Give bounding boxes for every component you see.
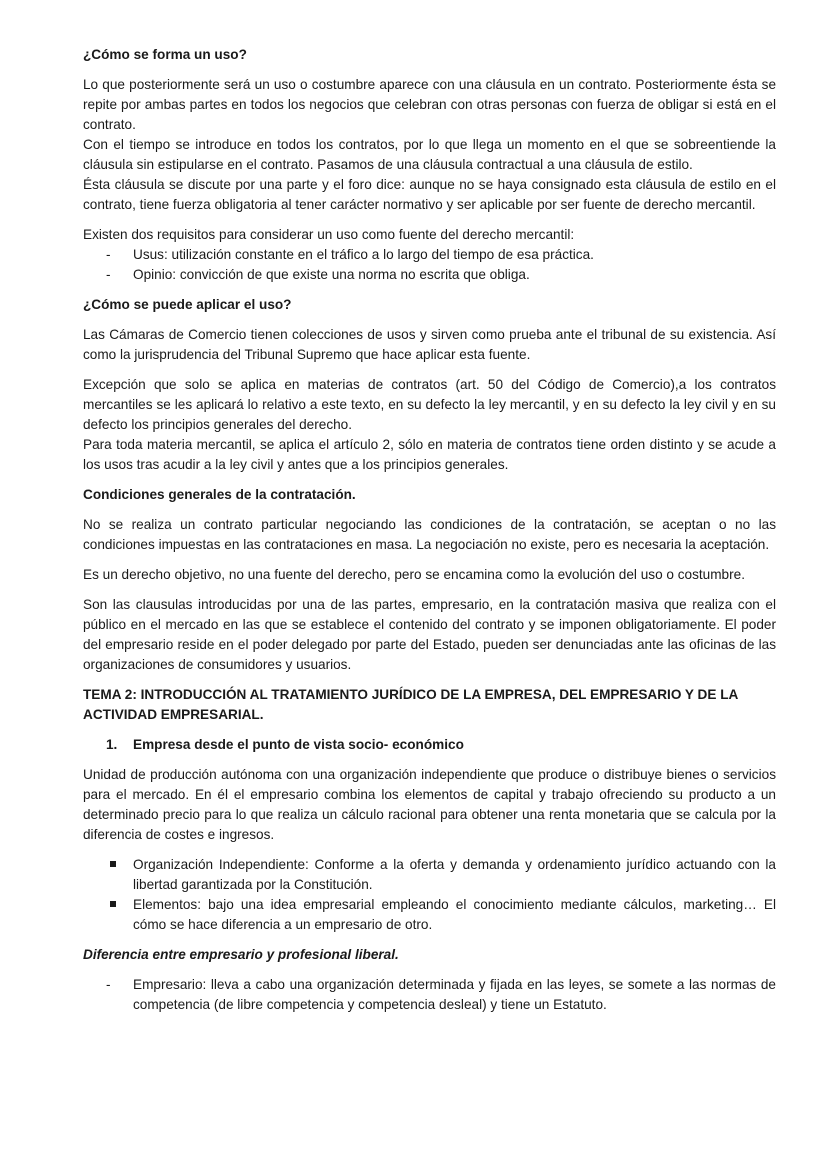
section-heading-condiciones: Condiciones generales de la contratación. — [83, 487, 356, 502]
paragraph: Lo que posteriormente será un uso o costumbre aparece con una cláusula en un contrato. Posteriormente ésta se repite por ambas partes en todos los negocios que celebran con otras personas con fuerza de obligar si está en el contrato. — [83, 77, 776, 132]
paragraph: No se realiza un contrato particular negociando las condiciones de la contratación, se aceptan o no las condiciones impuestas en las contrataciones en masa. La negociación no existe, pero es necesaria la aceptación. — [83, 517, 776, 552]
heading-number: 1. — [106, 737, 118, 752]
paragraph: Existen dos requisitos para considerar un uso como fuente del derecho mercantil: — [83, 227, 575, 242]
heading-title: Empresa desde el punto de vista socio- económico — [133, 737, 464, 752]
paragraph: Unidad de producción autónoma con una organización independiente que produce o distribuye bienes o servicios para el mercado. En él el empresario combina los elementos de capital y trabajo ofreciendo su producto a un determinado precio para lo que realiza un cálculo racional para obtener una renta monetaria que se calcula por la diferencia de costes e ingresos. — [83, 767, 776, 842]
paragraph: Para toda materia mercantil, se aplica el artículo 2, sólo en materia de contratos tiene orden distinto y se acude a los usos tras acudir a la ley civil y antes que a los principios generales. — [83, 437, 776, 472]
section-heading-diferencia: Diferencia entre empresario y profesional liberal. — [83, 947, 399, 962]
elementos-list — [83, 855, 776, 935]
list-item: - Usus: utilización constante en el tráfico a lo largo del tiempo de esa práctica. — [83, 245, 776, 265]
list-item: Elementos: bajo una idea empresarial empleando el conocimiento mediante cálculos, marketing… El cómo se hace diferencia a un empresario de otro. — [83, 895, 776, 935]
section-heading-forma-uso: ¿Cómo se forma un uso? — [83, 47, 247, 62]
list-item: - Opinio: convicción de que existe una norma no escrita que obliga. — [83, 265, 776, 285]
paragraph: Es un derecho objetivo, no una fuente del derecho, pero se encamina como la evolución del uso o costumbre. — [83, 567, 745, 582]
diferencia-list — [83, 975, 776, 1015]
paragraph: Excepción que solo se aplica en materias de contratos (art. 50 del Código de Comercio),a los contratos mercantiles se les aplicará lo relativo a este texto, en su defecto la ley mercantil, y en su defecto la ley civil y en su defecto los principios generales del derecho. — [83, 377, 776, 432]
paragraph: Las Cámaras de Comercio tienen colecciones de usos y sirven como prueba ante el tribunal de su existencia. Así como la jurisprudencia del Tribunal Supremo que hace aplicar esta fuente. — [83, 327, 776, 362]
paragraph: Ésta cláusula se discute por una parte y el foro dice: aunque no se haya consignado esta cláusula de estilo en el contrato, tiene fuerza obligatoria al tener carácter normativo y ser aplicable por ser fuente de derecho mercantil. — [83, 177, 776, 212]
paragraph: Con el tiempo se introduce en todos los contratos, por lo que llega un momento en el que se sobreentiende la cláusula sin estipularse en el contrato. Pasamos de una cláusula contractual a una cláusula de estilo. — [83, 137, 776, 172]
section-heading-aplicar-uso: ¿Cómo se puede aplicar el uso? — [83, 297, 292, 312]
requisitos-list — [83, 245, 776, 285]
list-item: Organización Independiente: Conforme a la oferta y demanda y ordenamiento jurídico actuando con la libertad garantizada por la Constitución. — [83, 855, 776, 895]
tema-heading: TEMA 2: INTRODUCCIÓN AL TRATAMIENTO JURÍDICO DE LA EMPRESA, DEL EMPRESARIO Y DE LA ACTIVIDAD EMPRESARIAL. — [83, 687, 738, 722]
numbered-heading — [83, 735, 776, 755]
paragraph: Son las clausulas introducidas por una de las partes, empresario, en la contratación masiva que realiza con el público en el mercado en las que se establece el contenido del contrato y se imponen obligatoriamente. El poder del empresario reside en el poder delegado por parte del Estado, pueden ser denunciadas ante las oficinas de las organizaciones de consumidores y usuarios. — [83, 597, 776, 672]
list-item: - Empresario: lleva a cabo una organización determinada y fijada en las leyes, se somete a las normas de competencia (de libre competencia y competencia desleal) y tiene un Estatuto. — [83, 975, 776, 1015]
